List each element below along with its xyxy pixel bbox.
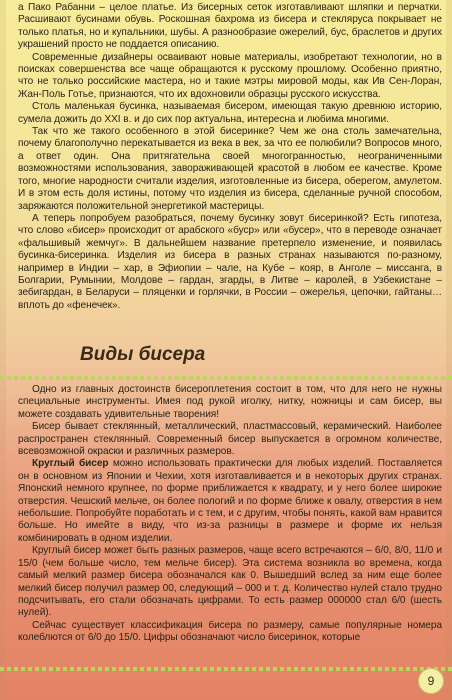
page-number: 9 [418, 668, 444, 694]
top-text-block [18, 2, 442, 339]
paragraph: Сейчас существует классификация бисера по размеру, самые популярные номера колеблются от 6/0 до 15/0. Цифры обозначают число бисеринок, которые [18, 619, 442, 644]
decorative-divider [0, 667, 452, 671]
paragraph: Современные дизайнеры осваивают новые материалы, изобретают технологии, но в поисках совершенства все чаще обращаются к русскому прошлому. Особенно приятно, что не только российские мастера, но и такие мэтры мировой моды, как Ив Сен-Лоран, Жан-Поль Готье, признаются, что их вдохновили образцы русского искусства. [18, 51, 442, 100]
paragraph-round-beads [18, 458, 442, 545]
section-heading-row [0, 340, 452, 376]
paragraph: Так что же такого особенного в этой бисеринке? Чем же она столь замечательна, почему благополучно перекатывается из века в век, за что ее полюбили? Вопросов много, а ответ один. Она притягательна своей многогранностью, неограниченными возможностями использования, завораживающей красотой в любом ее качестве. Кроме того, многие народности считали изделия, изготовленные из бисера, оберегом, амулетом. И в этом есть доля истины, потому что изделия из бисера, сделанные ручной способом, заряжаются положительной энергетикой мастерицы. [18, 126, 442, 212]
paragraph: Круглый бисер может быть разных размеров, чаще всего встречаются – 6/0, 8/0, 11/0 и 15/0 (чем больше число, тем мельче бисер). Эта система возникла во времена, когда самый мелкий размер бисера обозначался как 0. Вышедший вслед за ним еще более мелкий бисер получил размер 00, следующий – 000 и т. д. Количество нулей стало трудно подсчитывать, его стали обозначать цифрами. То есть размер 000000 стал 6/0 (шесть нулей). [18, 545, 442, 619]
paragraph: А теперь попробуем разобраться, почему бусинку зовут бисеринкой? Есть гипотеза, что слово «бисер» происходит от арабского «буср» или «бусер», что в переводе означает «фальшивый жемчуг». В дальнейшем название претерпело изменение, и появилась бусинка-бисеринка. Изделия из бисера в разных странах называются по-разному, например в Индии – хар, в Эфиопии – чале, на Кубе – кояр, в Анголе – миссанга, в Болгарии, Румынии, Молдове – гардан, згарды, в Литве – каролей, в Узбекистане – зебигардан, в Беларуси – пляценки и горлячки, в России – ожерелья, цепочки, гайтаны… вплоть до «фенечек». [18, 212, 442, 311]
decorative-divider [0, 376, 452, 380]
term-bold: Круглый бисер [32, 458, 109, 470]
paragraph: Столь маленькая бусинка, называемая бисером, имеющая такую древнюю историю, сумела дожить до XXI в. и до сих пор актуальна, интересна и любима многими. [18, 101, 442, 125]
bottom-text-block [18, 384, 442, 664]
paragraph: Бисер бывает стеклянный, металлический, пластмассовый, керамический. Наиболее распространен стеклянный. Современный бисер выпускается в огромном количестве, всевозможной окраски и различных размеров. [18, 421, 442, 458]
paragraph: а Пако Рабанни – целое платье. Из бисерных сеток изготавливают шляпки и перчатки. Расшивают бусинами обувь. Роскошная бахрома из бисера и стеклярусa покрывает не только платья, но и купальники, шубы. А разнообразие ожерелий, бус, браслетов и других украшений просто не поддается описанию. [18, 2, 442, 51]
section-title: Виды бисера [80, 344, 206, 365]
paragraph-body: можно использовать практически для любых изделий. Поставляется он в основном из Японии и Чехии, хотя изготавливается и в некоторых других странах. Японский немного крупнее, по форме приближается к квадрату, и у него более широкие отверстия. Чешский мельче, он более пологий и по форме ближе к овалу, отверстия в нем небольшие. Попробуйте поработать и с тем, и с другим, чтобы понять, какой вам нравится больше. Но имейте в виду, что из-за разницы в размере и форме их нельзя комбинировать в одном изделии. [18, 458, 442, 544]
paragraph: Одно из главных достоинств бисероплетения состоит в том, что для него не нужны специальные инструменты. Имея под рукой иголку, нитку, ножницы и сам бисер, вы можете создавать удивительные творения! [18, 384, 442, 420]
